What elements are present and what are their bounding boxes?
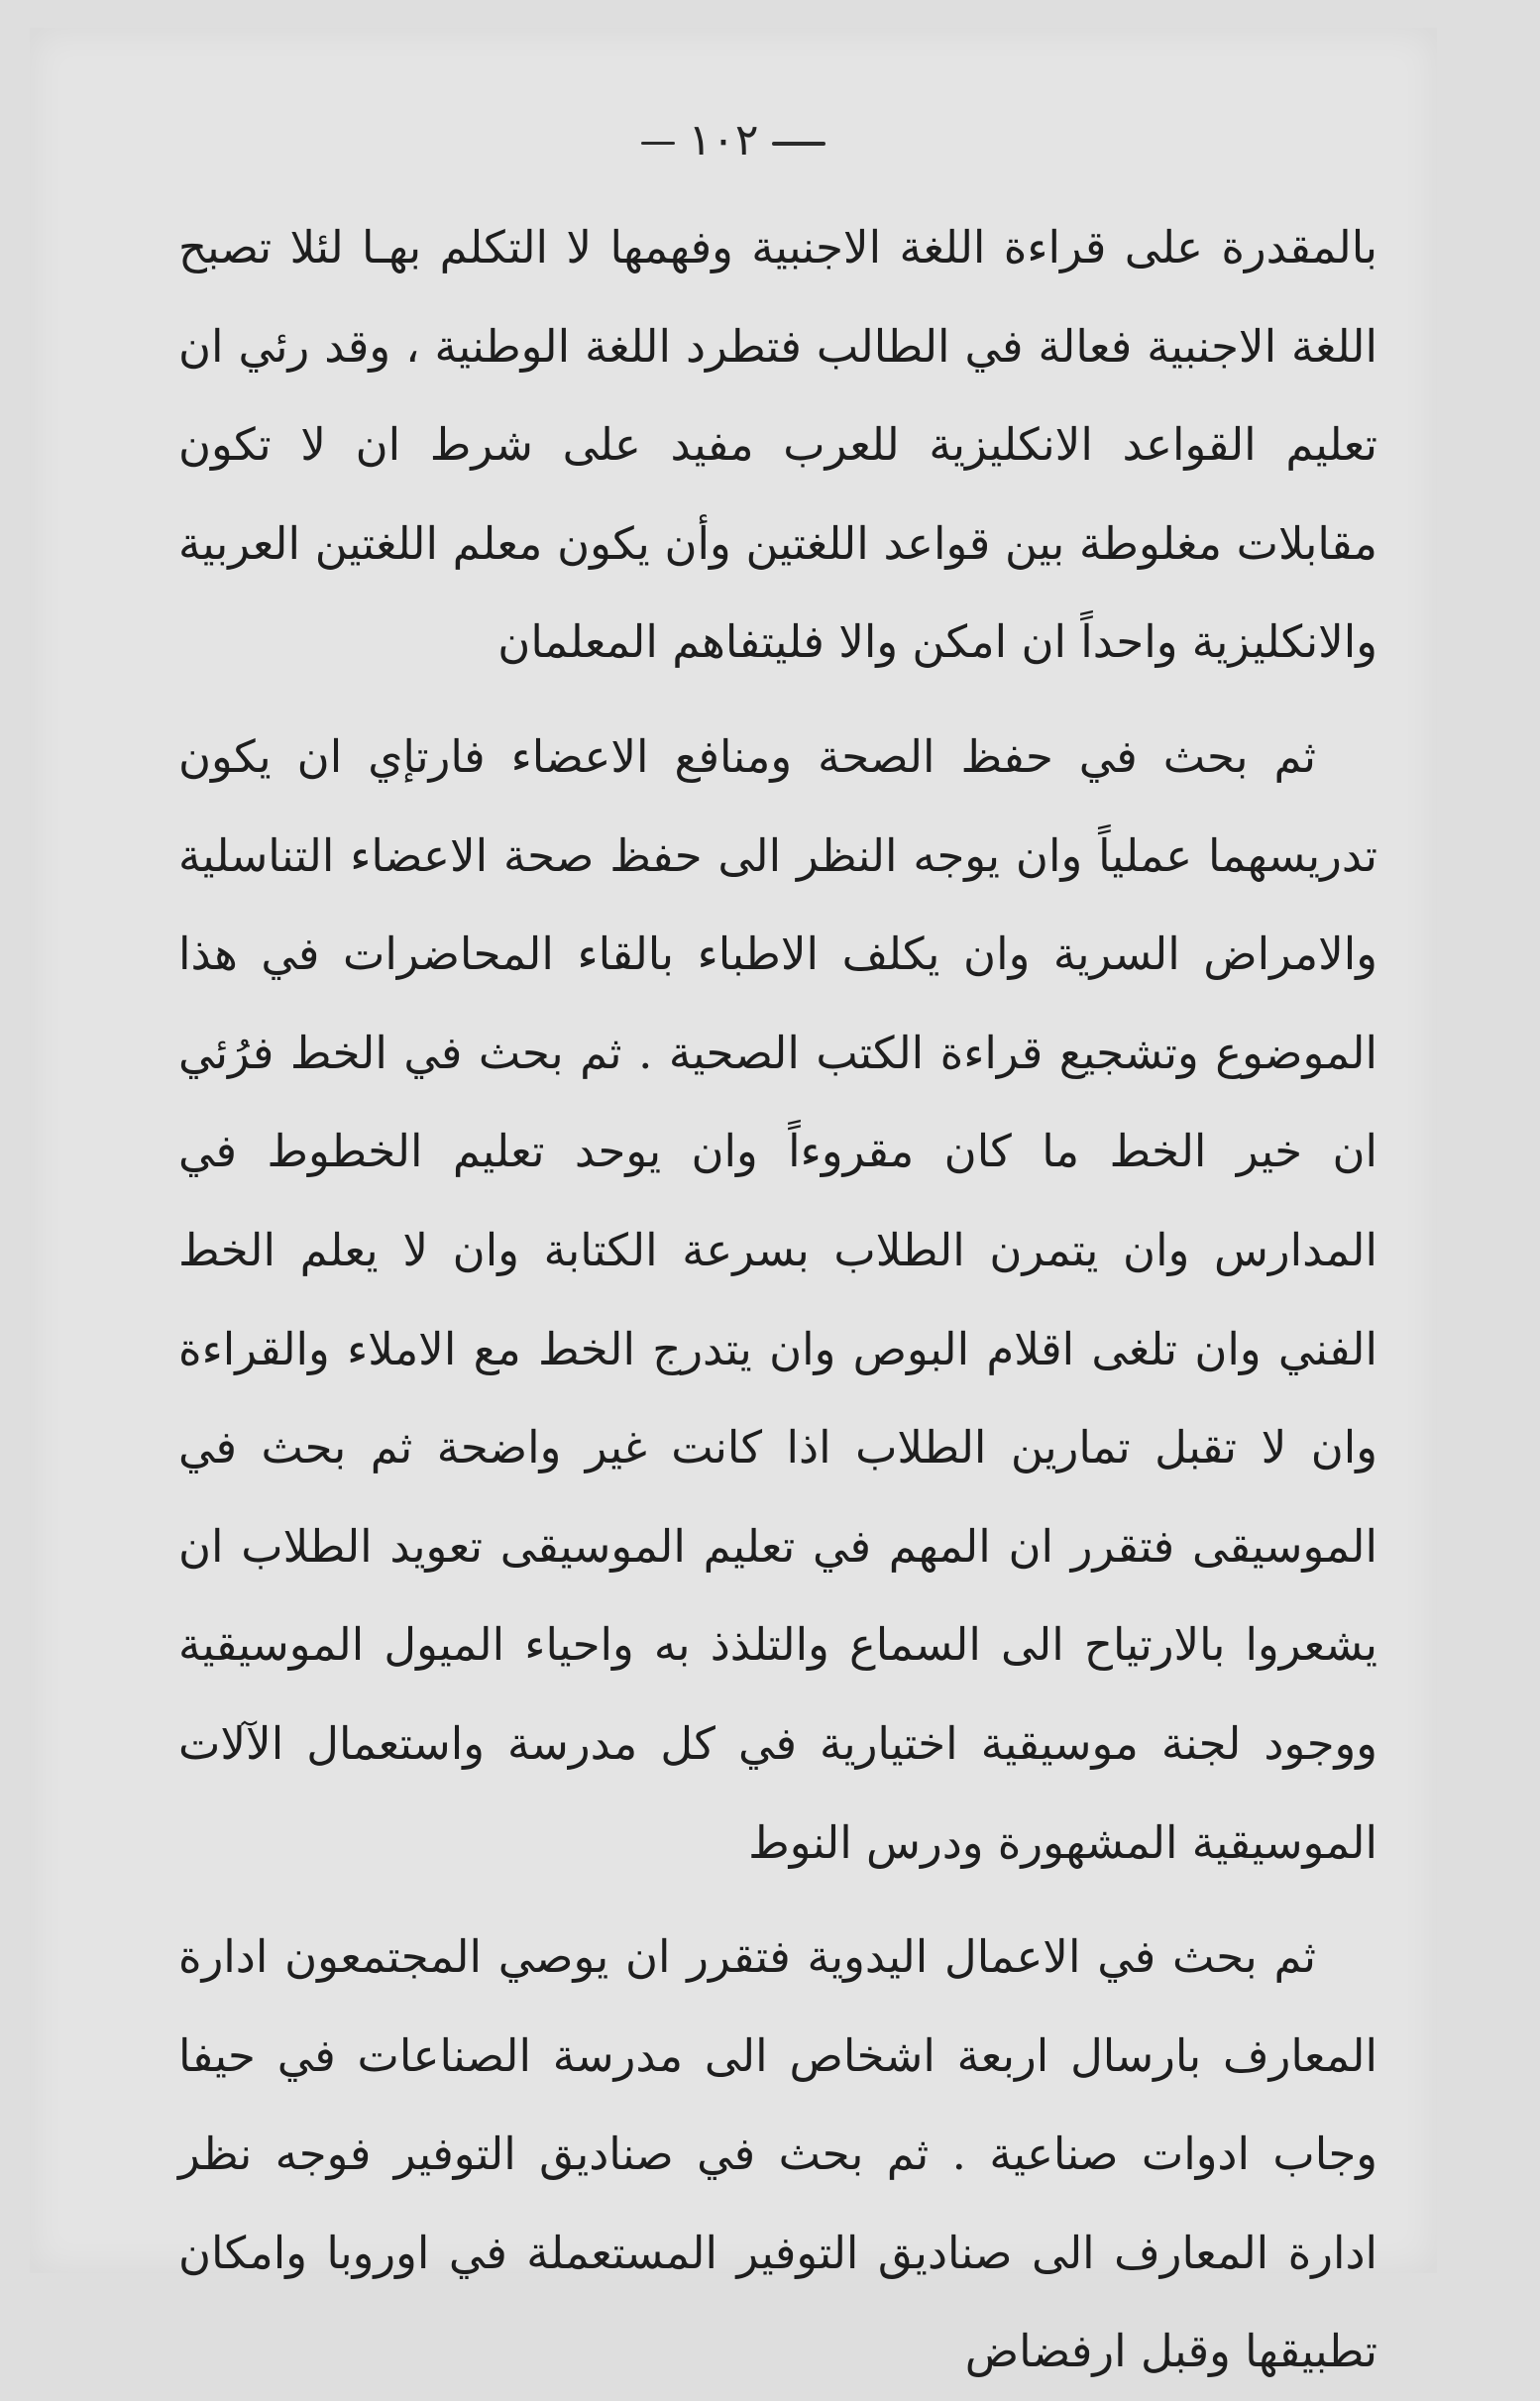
page-number-dash-right bbox=[641, 142, 675, 145]
paragraph-text: بالمقدرة على قراءة اللغة الاجنبية وفهمها لا التكلم بهـا لئلا تصبح اللغة الاجنبية فعالة في الطالب فتطرد اللغة الوطنية ، وقد رئي ان تعليم القواعد الانكليزية للعرب مفيد على شرط ان لا تكون مقابلات مغلوطة بين قواعد اللغتين وأن يكون معلم اللغتين العربية والانكليزية واحداً ان امكن والا فليتفاهم المعلمان bbox=[178, 221, 1377, 669]
page-body-text bbox=[178, 198, 1377, 2401]
paragraph-text: ثم بحث في الاعمال اليدوية فتقرر ان يوصي المجتمعون ادارة المعارف بارسال اربعة اشخاص الى مدرسة الصناعات في حيفا وجاب ادوات صناعية . ثم بحث في صناديق التوفير فوجه نظر ادارة المعارف الى صناديق التوفير المستعملة في اوروبا وامكان تطبيقها وقبل ارفضاض bbox=[178, 1930, 1377, 2378]
page-number bbox=[30, 115, 1437, 165]
paragraph-3 bbox=[178, 1908, 1377, 2401]
paragraph-2 bbox=[178, 708, 1377, 1892]
paragraph-1 bbox=[178, 198, 1377, 692]
page-number-text: ١٠٢ bbox=[688, 115, 759, 165]
paragraph-text: ثم بحث في حفظ الصحة ومنافع الاعضاء فارتإي ان يكون تدريسهما عملياً وان يوجه النظر الى حفظ صحة الاعضاء التناسلية والامراض السرية وان يكلف الاطباء بالقاء المحاضرات في هذا الموضوع وتشجيع قراءة الكتب الصحية . ثم بحث في الخط فرُئي ان خير الخط ما كان مقروءاً وان يوحد تعليم الخطوط في المدارس وان يتمرن الطلاب بسرعة الكتابة وان لا يعلم الخط الفني وان تلغى اقلام البوص وان يتدرج الخط مع الاملاء والقراءة وان لا تقبل تمارين الطلاب اذا كانت غير واضحة ثم بحث في الموسيقى فتقرر ان المهم في تعليم الموسيقى تعويد الطلاب ان يشعروا بالارتياح الى السماع والتلذذ به واحياء الميول الموسيقية ووجود لجنة موسيقية اختيارية في كل مدرسة واستعمال الآلات الموسيقية المشهورة ودرس النوط bbox=[178, 729, 1377, 1869]
page-number-dash-left bbox=[772, 142, 825, 146]
